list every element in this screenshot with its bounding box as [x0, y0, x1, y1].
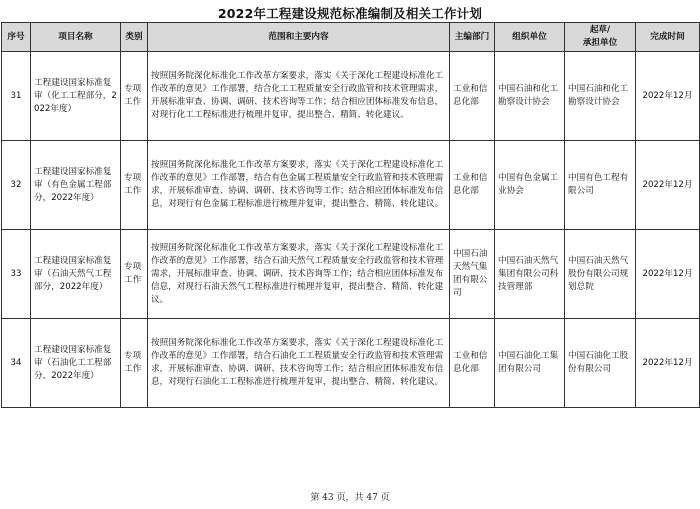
table-row: [2, 319, 700, 408]
header-no: 序号: [2, 23, 31, 52]
header-name: 项目名称: [31, 23, 121, 52]
header-drafter-line1: 起草/: [589, 25, 611, 35]
cell-deadline: 2022年12月: [636, 52, 700, 141]
cell-drafter: 中国有色工程有限公司: [565, 141, 636, 230]
cell-drafter: 中国石油天然气股份有限公司规划总院: [565, 230, 636, 319]
cell-dept: 工业和信息化部: [450, 141, 495, 230]
table-header-row: [2, 23, 700, 52]
cell-dept: 工业和信息化部: [450, 319, 495, 408]
cell-scope: 按照国务院深化标准化工作改革方案要求，落实《关于深化工程建设标准化工作改革的意见》工作部署，结合石油天然气工程质量安全行政监管和技术管理需求，开展标准审查、协调、调研、技术咨询等工作；结合相应团体标准发布信息，对现行石油天然气工程标准进行梳理并复审，提出整合、精简、转化建议。: [148, 230, 450, 319]
table-row: [2, 52, 700, 141]
cell-deadline: 2022年12月: [636, 319, 700, 408]
cell-org: 中国石油化工集团有限公司: [495, 319, 565, 408]
cell-scope: 按照国务院深化标准化工作改革方案要求，落实《关于深化工程建设标准化工作改革的意见》工作部署，结合有色金属工程质量安全行政监管和技术管理需求，开展标准审查、协调、调研、技术咨询等工作；结合相应团体标准发布信息，对现行有色金属工程标准进行梳理并复审，提出整合、精简、转化建议。: [148, 141, 450, 230]
cell-dept: 工业和信息化部: [450, 52, 495, 141]
plan-table: [1, 22, 700, 408]
cell-org: 中国石油天然气集团有限公司科技管理部: [495, 230, 565, 319]
cell-no: 31: [2, 52, 31, 141]
cell-category: 专项工作: [121, 319, 148, 408]
cell-drafter: 中国石油化工股份有限公司: [565, 319, 636, 408]
cell-name: 工程建设国家标准复审（有色金属工程部分，2022年度）: [31, 141, 121, 230]
cell-drafter: 中国石油和化工勘察设计协会: [565, 52, 636, 141]
table-row: [2, 141, 700, 230]
header-drafter-line2: 承担单位: [582, 38, 618, 48]
cell-name: 工程建设国家标准复审（化工工程部分，2022年度）: [31, 52, 121, 141]
header-dept: 主编部门: [450, 23, 495, 52]
page-number-footer: 第 43 页，共 47 页: [310, 493, 390, 503]
header-scope: 范围和主要内容: [148, 23, 450, 52]
cell-category: 专项工作: [121, 230, 148, 319]
table-row: [2, 230, 700, 319]
cell-no: 32: [2, 141, 31, 230]
page-title: 2022年工程建设规范标准编制及相关工作计划: [217, 6, 483, 21]
cell-category: 专项工作: [121, 141, 148, 230]
cell-category: 专项工作: [121, 52, 148, 141]
cell-scope: 按照国务院深化标准化工作改革方案要求，落实《关于深化工程建设标准化工作改革的意见》工作部署，结合化工工程质量安全行政监管和技术管理需求，开展标准审查、协调、调研、技术咨询等工作；结合相应团体标准发布信息，对现行化工工程标准进行梳理并复审，提出整合、精简、转化建议。: [148, 52, 450, 141]
cell-name: 工程建设国家标准复审（石油天然气工程部分，2022年度）: [31, 230, 121, 319]
header-drafter: [565, 23, 636, 52]
cell-deadline: 2022年12月: [636, 230, 700, 319]
header-deadline: 完成时间: [636, 23, 700, 52]
cell-org: 中国石油和化工勘察设计协会: [495, 52, 565, 141]
cell-org: 中国有色金属工业协会: [495, 141, 565, 230]
cell-deadline: 2022年12月: [636, 141, 700, 230]
cell-scope: 按照国务院深化标准化工作改革方案要求，落实《关于深化工程建设标准化工作改革的意见》工作部署，结合石油化工工程质量安全行政监管和技术管理需求，开展标准审查、协调、调研、技术咨询等工作；结合相应团体标准发布信息，对现行石油化工工程标准进行梳理并复审，提出整合、精简、转化建议。: [148, 319, 450, 408]
header-org: 组织单位: [495, 23, 565, 52]
cell-name: 工程建设国家标准复审（石油化工工程部分，2022年度）: [31, 319, 121, 408]
cell-no: 34: [2, 319, 31, 408]
cell-no: 33: [2, 230, 31, 319]
header-category: 类别: [121, 23, 148, 52]
cell-dept: 中国石油天然气集团有限公司: [450, 230, 495, 319]
